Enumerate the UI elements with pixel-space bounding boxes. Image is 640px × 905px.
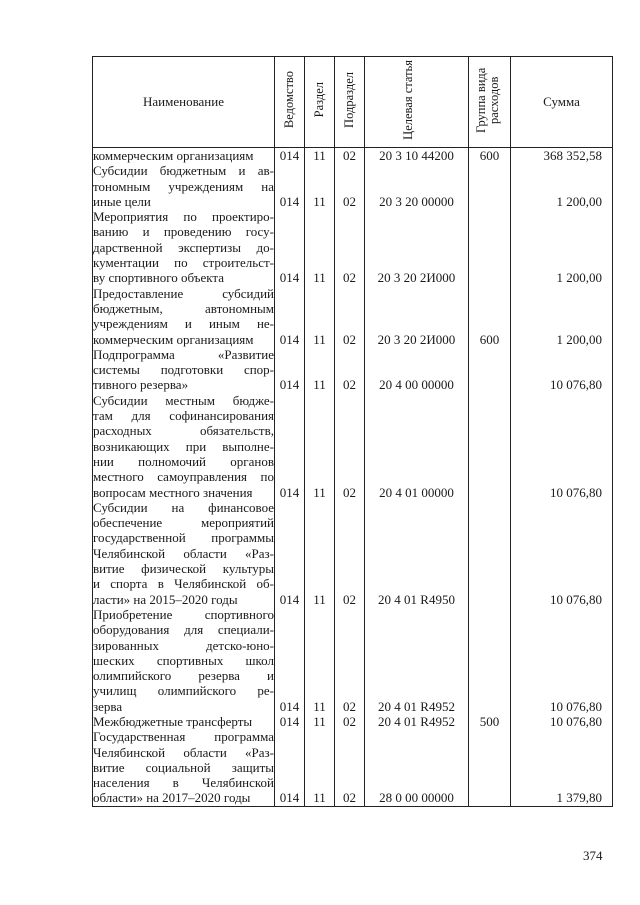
row-razdel: 11 bbox=[305, 714, 335, 729]
row-name-line: системы подготовки спор- bbox=[93, 362, 274, 378]
row-vedomstvo: 014 bbox=[275, 209, 305, 285]
row-vedomstvo: 014 bbox=[275, 286, 305, 347]
row-name-line: там для софинансирования bbox=[93, 408, 274, 424]
row-razdel: 11 bbox=[305, 286, 335, 347]
row-name-line: нии полномочий органов bbox=[93, 453, 274, 469]
row-name bbox=[93, 163, 275, 209]
row-gruppa bbox=[469, 500, 511, 607]
row-podrazdel: 02 bbox=[335, 163, 365, 209]
row-name-line: населения в Челябинской bbox=[93, 775, 274, 791]
row-name-line: Межбюджетные трансферты bbox=[93, 713, 253, 729]
row-name-line: дарственной экспертизы до- bbox=[93, 239, 274, 255]
row-celevaya: 20 4 01 00000 bbox=[365, 393, 469, 500]
row-name bbox=[93, 607, 275, 714]
row-gruppa: 600 bbox=[469, 148, 511, 164]
row-name bbox=[93, 148, 275, 164]
row-name bbox=[93, 714, 275, 729]
row-name-line: вопросам местного значения bbox=[93, 484, 253, 500]
row-celevaya: 20 3 10 44200 bbox=[365, 148, 469, 164]
header-razdel: Раздел bbox=[305, 57, 335, 148]
row-vedomstvo: 014 bbox=[275, 163, 305, 209]
row-celevaya: 20 4 01 R4952 bbox=[365, 607, 469, 714]
row-name-line: иные цели bbox=[93, 193, 151, 209]
header-podrazdel: Подраздел bbox=[335, 57, 365, 148]
row-summa: 368 352,58 bbox=[511, 148, 613, 164]
row-name-line: Субсидии на финансовое bbox=[93, 499, 274, 515]
row-gruppa: 500 bbox=[469, 714, 511, 729]
row-name-line: ласти» на 2015–2020 годы bbox=[93, 591, 238, 607]
row-podrazdel: 02 bbox=[335, 148, 365, 164]
row-name-line: ванию и проведению госу- bbox=[93, 224, 274, 240]
row-name-line: ву спортивного объекта bbox=[93, 270, 225, 286]
row-podrazdel: 02 bbox=[335, 729, 365, 806]
row-name bbox=[93, 393, 275, 500]
row-razdel: 11 bbox=[305, 163, 335, 209]
row-name-line: училищ олимпийского ре- bbox=[93, 683, 274, 699]
table-row bbox=[93, 209, 613, 285]
row-podrazdel: 02 bbox=[335, 393, 365, 500]
row-razdel: 11 bbox=[305, 393, 335, 500]
row-razdel: 11 bbox=[305, 500, 335, 607]
row-celevaya: 20 3 20 00000 bbox=[365, 163, 469, 209]
row-name-line: возникающих при выполне- bbox=[93, 438, 274, 454]
row-podrazdel: 02 bbox=[335, 209, 365, 285]
row-name-line: тивного резерва» bbox=[93, 377, 189, 393]
row-name-line: витие физической культуры bbox=[93, 561, 274, 577]
row-name-line: расходных обязательств, bbox=[93, 423, 274, 439]
row-summa: 10 076,80 bbox=[511, 347, 613, 393]
row-vedomstvo: 014 bbox=[275, 500, 305, 607]
row-name-line: Подпрограмма «Развитие bbox=[93, 346, 274, 362]
row-razdel: 11 bbox=[305, 148, 335, 164]
row-name-line: зерва bbox=[93, 698, 123, 714]
row-name-line: зированных детско-юно- bbox=[93, 637, 274, 653]
row-razdel: 11 bbox=[305, 209, 335, 285]
row-celevaya: 20 4 01 R4952 bbox=[365, 714, 469, 729]
row-celevaya: 20 3 20 2И000 bbox=[365, 209, 469, 285]
table-body bbox=[93, 148, 613, 807]
row-summa: 10 076,80 bbox=[511, 607, 613, 714]
row-name-line: Предоставление субсидий bbox=[93, 285, 274, 301]
row-razdel: 11 bbox=[305, 607, 335, 714]
row-name bbox=[93, 209, 275, 285]
row-celevaya: 20 3 20 2И000 bbox=[365, 286, 469, 347]
row-name-line: Приобретение спортивного bbox=[93, 606, 274, 622]
row-name-line: кументации по строительст- bbox=[93, 255, 274, 271]
row-name bbox=[93, 286, 275, 347]
row-celevaya: 20 4 01 R4950 bbox=[365, 500, 469, 607]
row-name-line: государственной программы bbox=[93, 530, 274, 546]
row-name-line: коммерческим организациям bbox=[93, 148, 254, 163]
row-podrazdel: 02 bbox=[335, 607, 365, 714]
row-name-line: тономным учреждениям на bbox=[93, 178, 274, 194]
row-name-line: коммерческим организациям bbox=[93, 331, 254, 347]
header-celevaya: Целевая статья bbox=[365, 57, 469, 148]
header-name: Наименование bbox=[93, 57, 275, 148]
row-gruppa bbox=[469, 347, 511, 393]
table-row bbox=[93, 729, 613, 806]
row-podrazdel: 02 bbox=[335, 500, 365, 607]
row-name-line: Субсидии местным бюдже- bbox=[93, 392, 274, 408]
table-row bbox=[93, 500, 613, 607]
row-summa: 10 076,80 bbox=[511, 500, 613, 607]
row-vedomstvo: 014 bbox=[275, 393, 305, 500]
row-name-line: обеспечение мероприятий bbox=[93, 515, 274, 531]
row-name-line: витие социальной защиты bbox=[93, 759, 274, 775]
row-vedomstvo: 014 bbox=[275, 714, 305, 729]
row-name-line: местного самоуправления по bbox=[93, 469, 274, 485]
page-number: 374 bbox=[583, 848, 603, 863]
row-name-line: олимпийского резерва и bbox=[93, 668, 274, 684]
row-summa: 10 076,80 bbox=[511, 714, 613, 729]
row-vedomstvo: 014 bbox=[275, 347, 305, 393]
row-name-line: и спорта в Челябинской об- bbox=[93, 576, 274, 592]
row-summa: 1 200,00 bbox=[511, 209, 613, 285]
table-row bbox=[93, 393, 613, 500]
budget-table bbox=[92, 56, 613, 807]
row-gruppa bbox=[469, 163, 511, 209]
header-gruppa: Группа вида расходов bbox=[469, 57, 511, 148]
row-name-line: области» на 2017–2020 годы bbox=[93, 790, 251, 806]
row-vedomstvo: 014 bbox=[275, 607, 305, 714]
row-name-line: Челябинской области «Раз- bbox=[93, 744, 274, 760]
row-name-line: бюджетным, автономным bbox=[93, 300, 274, 316]
row-gruppa bbox=[469, 729, 511, 806]
row-summa: 1 200,00 bbox=[511, 163, 613, 209]
row-summa: 1 200,00 bbox=[511, 286, 613, 347]
header-summa: Сумма bbox=[511, 57, 613, 148]
row-name bbox=[93, 500, 275, 607]
row-summa: 10 076,80 bbox=[511, 393, 613, 500]
table-row bbox=[93, 714, 613, 729]
table-row bbox=[93, 163, 613, 209]
row-gruppa bbox=[469, 209, 511, 285]
row-name-line: Государственная программа bbox=[93, 729, 274, 745]
row-podrazdel: 02 bbox=[335, 714, 365, 729]
table-row bbox=[93, 347, 613, 393]
row-name-line: учреждениям и иным не- bbox=[93, 316, 274, 332]
row-name-line: Челябинской области «Раз- bbox=[93, 545, 274, 561]
row-name-line: Мероприятия по проектиро- bbox=[93, 209, 274, 225]
row-name-line: Субсидии бюджетным и ав- bbox=[93, 163, 274, 179]
row-podrazdel: 02 bbox=[335, 347, 365, 393]
header-vedomstvo: Ведомство bbox=[275, 57, 305, 148]
row-razdel: 11 bbox=[305, 729, 335, 806]
row-gruppa: 600 bbox=[469, 286, 511, 347]
row-name-line: оборудования для специали- bbox=[93, 622, 274, 638]
row-podrazdel: 02 bbox=[335, 286, 365, 347]
row-gruppa bbox=[469, 393, 511, 500]
row-summa: 1 379,80 bbox=[511, 729, 613, 806]
table-row bbox=[93, 148, 613, 164]
row-name bbox=[93, 729, 275, 806]
row-vedomstvo: 014 bbox=[275, 148, 305, 164]
table-row bbox=[93, 286, 613, 347]
row-celevaya: 20 4 00 00000 bbox=[365, 347, 469, 393]
table-row bbox=[93, 607, 613, 714]
row-celevaya: 28 0 00 00000 bbox=[365, 729, 469, 806]
row-razdel: 11 bbox=[305, 347, 335, 393]
row-vedomstvo: 014 bbox=[275, 729, 305, 806]
row-name bbox=[93, 347, 275, 393]
row-name-line: шеских спортивных школ bbox=[93, 652, 274, 668]
row-gruppa bbox=[469, 607, 511, 714]
table-header bbox=[93, 57, 613, 148]
